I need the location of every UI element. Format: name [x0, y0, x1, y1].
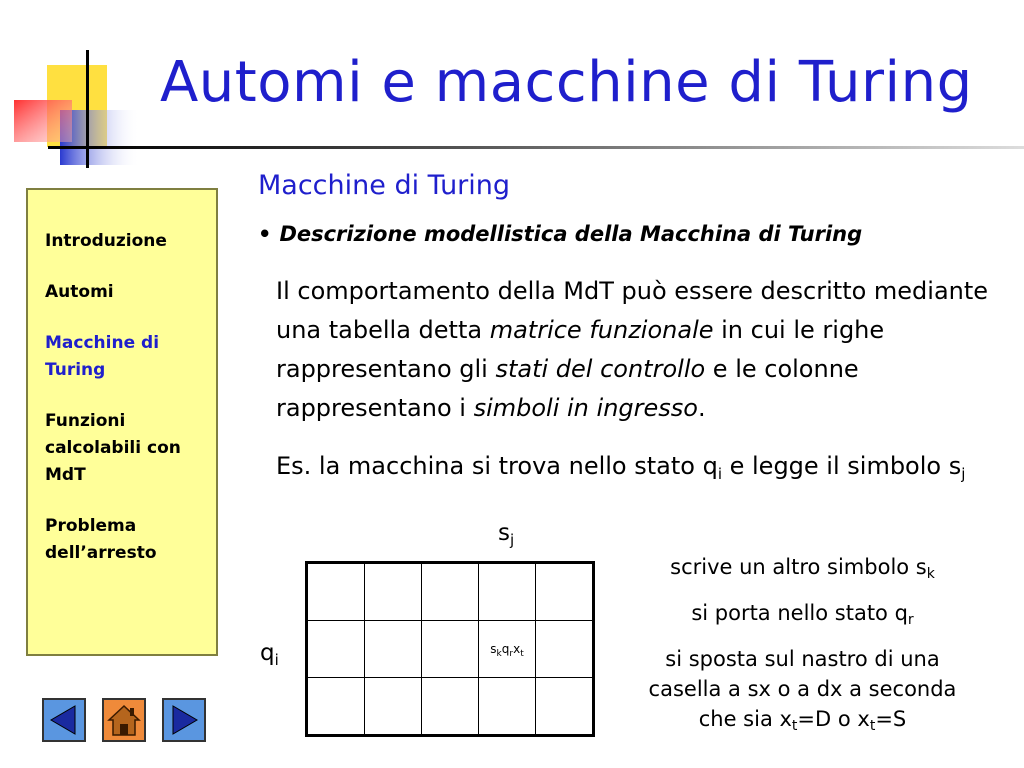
table-row — [307, 678, 594, 736]
bullet-dot: • — [258, 222, 272, 246]
matrix-cell-highlighted — [479, 621, 536, 678]
matrix-cell — [422, 678, 479, 736]
table-row — [307, 621, 594, 678]
column-label-text: s — [498, 520, 510, 546]
matrix-cell — [422, 563, 479, 621]
functional-matrix — [305, 561, 595, 737]
sidebar-item-problema-arresto[interactable] — [45, 513, 185, 567]
table-row — [307, 563, 594, 621]
matrix-cell — [365, 621, 422, 678]
example-subscript: i — [717, 465, 722, 483]
triangle-right-icon — [164, 700, 204, 740]
para-term-matrice: matrice funzionale — [489, 316, 714, 344]
triangle-left-icon — [44, 700, 84, 740]
note-move — [630, 644, 975, 734]
para-text: Il comportamento della MdT può essere descritto mediante una tabella detta — [276, 277, 989, 344]
note-state — [610, 598, 995, 628]
note-sub: t — [791, 718, 798, 734]
para-term-stati: stati del controllo — [495, 355, 706, 383]
example-text: Es. la macchina si trova nello stato q — [276, 452, 718, 480]
matrix-cell — [479, 678, 536, 736]
matrix-cell — [422, 621, 479, 678]
bullet-text: Descrizione modellistica della Macchina di Turing — [279, 222, 863, 246]
matrix-cell — [536, 621, 594, 678]
note-sub: t — [869, 718, 876, 734]
note-text: =S — [875, 707, 907, 731]
matrix-cell — [307, 621, 365, 678]
sidebar-item-automi[interactable]: Automi — [45, 282, 114, 302]
description-paragraph — [276, 272, 996, 428]
para-term-simboli: simboli in ingresso — [473, 394, 698, 422]
matrix-cell — [307, 563, 365, 621]
cell-text: x — [513, 642, 521, 656]
sidebar-item-funzioni-calcolabili[interactable] — [45, 408, 205, 489]
para-text: e le colonne rappresentano i — [276, 355, 859, 422]
cell-sub: r — [509, 649, 514, 659]
home-button[interactable] — [102, 698, 146, 742]
slide-title: Automi e macchine di Turing — [160, 50, 973, 115]
sidebar-item-label: Funzioni calcolabili con MdT — [45, 411, 181, 485]
cell-text: q — [501, 642, 510, 656]
column-label — [498, 520, 515, 549]
previous-slide-button[interactable] — [42, 698, 86, 742]
note-text: scrive un altro simbolo s — [670, 555, 927, 579]
section-subtitle: Macchine di Turing — [258, 170, 511, 201]
sidebar-item-label: Macchine di Turing — [45, 333, 160, 380]
note-text: si sposta sul nastro di una casella a sx o a dx a seconda che sia x — [648, 647, 957, 731]
note-text: =D o x — [797, 707, 870, 731]
note-sub: r — [907, 612, 914, 628]
note-write — [610, 552, 995, 582]
note-sub: k — [926, 566, 935, 582]
sidebar-nav — [26, 188, 218, 656]
cell-sub: k — [496, 649, 502, 659]
matrix-cell — [365, 563, 422, 621]
para-text: . — [697, 394, 706, 422]
sidebar-item-introduzione[interactable]: Introduzione — [45, 231, 167, 251]
matrix-cell — [536, 678, 594, 736]
row-label — [260, 640, 279, 669]
matrix-cell — [307, 678, 365, 736]
column-label-sub: j — [509, 531, 515, 549]
matrix-cell — [479, 563, 536, 621]
sidebar-item-macchine-di-turing[interactable] — [45, 330, 195, 384]
cell-sub: t — [520, 649, 524, 659]
title-divider — [95, 146, 1024, 149]
matrix-cell — [365, 678, 422, 736]
example-text: e legge il simbolo s — [721, 452, 962, 480]
row-label-text: q — [260, 640, 275, 666]
note-text: si porta nello stato q — [691, 601, 908, 625]
row-label-sub: i — [274, 651, 279, 669]
example-subscript: j — [961, 465, 966, 483]
example-paragraph — [276, 448, 996, 484]
home-icon — [104, 700, 144, 740]
matrix-cell — [536, 563, 594, 621]
bullet-heading — [258, 222, 862, 246]
para-text: in cui le righe rappresentano gli — [276, 316, 885, 383]
sidebar-item-label: Problema dell’arresto — [45, 516, 157, 563]
next-slide-button[interactable] — [162, 698, 206, 742]
cell-text: s — [490, 642, 497, 656]
